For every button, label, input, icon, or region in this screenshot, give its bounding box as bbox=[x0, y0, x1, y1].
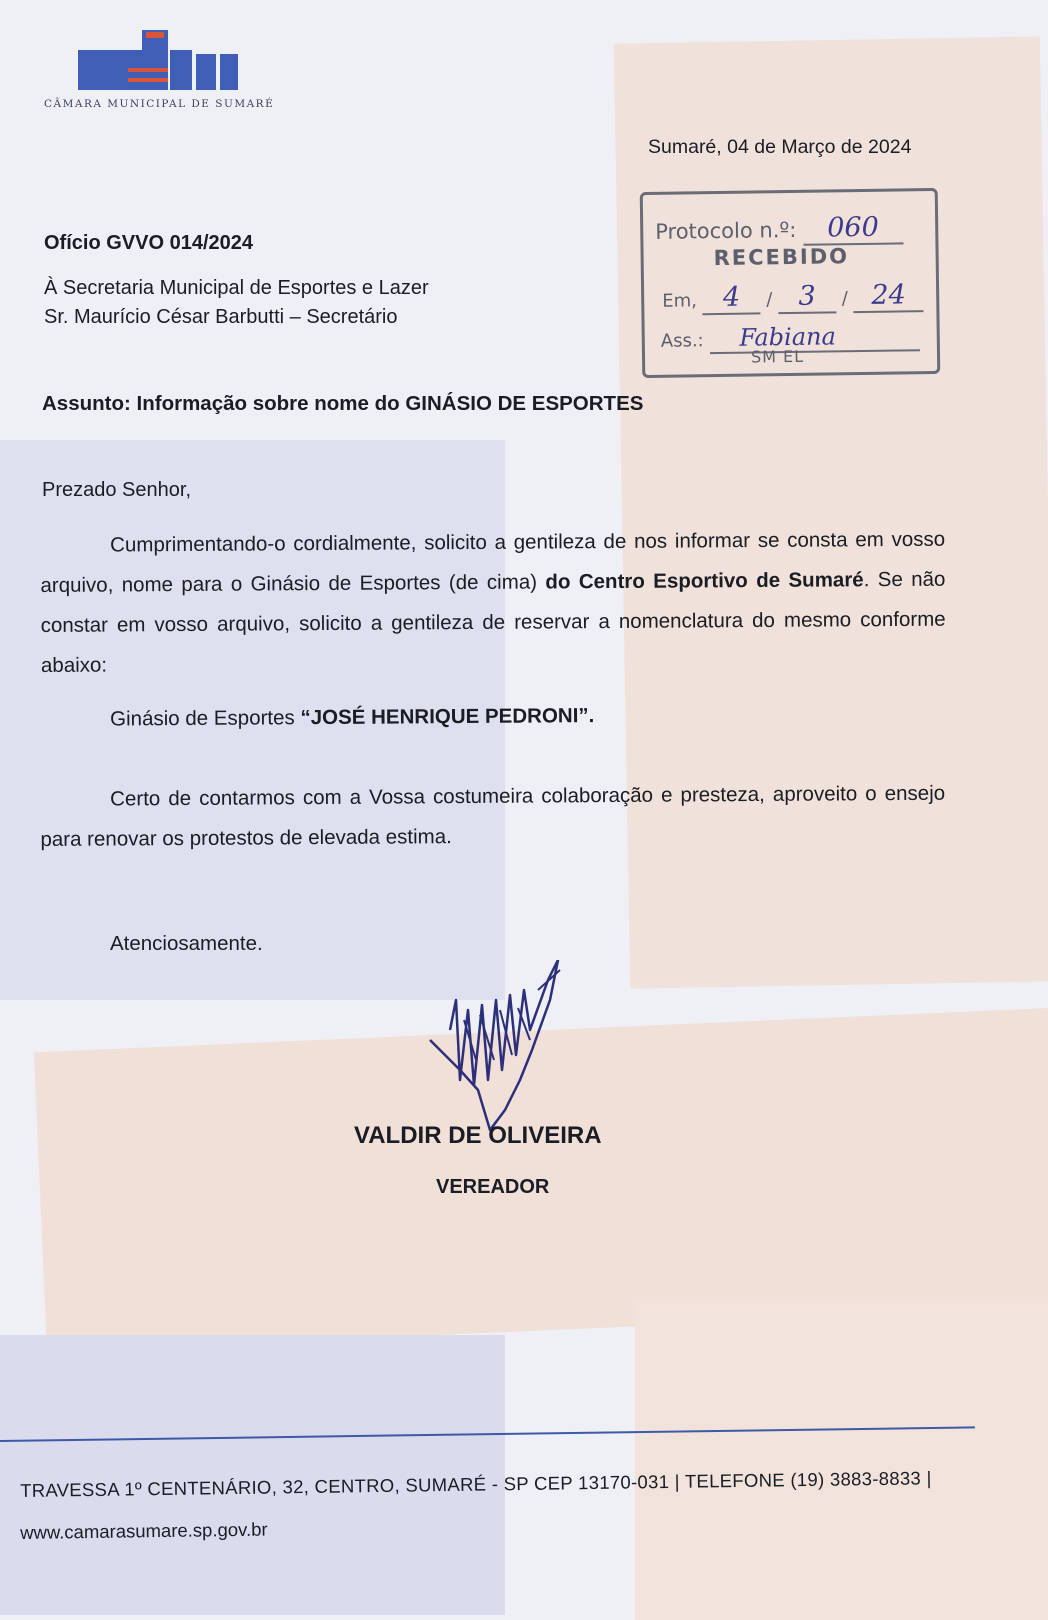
handwritten-signature bbox=[420, 960, 600, 1140]
background-band bbox=[635, 1300, 1048, 1620]
body-paragraph-2: Ginásio de Esportes “JOSÉ HENRIQUE PEDRONI”. bbox=[110, 704, 595, 731]
sig-label: Ass.: bbox=[660, 330, 704, 352]
received-stamp bbox=[640, 188, 941, 378]
received-month: 3 bbox=[798, 280, 816, 312]
greeting: Prezado Senhor, bbox=[42, 479, 191, 501]
department-code: SM EL bbox=[750, 346, 805, 367]
closing: Atenciosamente. bbox=[110, 932, 263, 955]
subject-line: Assunto: Informação sobre nome do GINÁSIO DE ESPORTES bbox=[42, 392, 644, 415]
oficio-number: Ofício GVVO 014/2024 bbox=[44, 232, 253, 254]
footer-address: TRAVESSA 1º CENTENÁRIO, 32, CENTRO, SUMARÉ - SP CEP 13170-031 | TELEFONE (19) 3883-8833 | bbox=[20, 1467, 932, 1501]
protocol-row bbox=[655, 211, 903, 247]
signer-role: VEREADOR bbox=[436, 1176, 550, 1198]
signer-name: VALDIR DE OLIVEIRA bbox=[354, 1122, 602, 1149]
date-label: Em, bbox=[662, 290, 698, 312]
protocol-label: Protocolo n.º: bbox=[655, 217, 797, 244]
footer-website: www.camarasumare.sp.gov.br bbox=[20, 1518, 268, 1543]
camara-logo bbox=[44, 28, 284, 98]
received-date-row: Em, 4 / 3 / 24 bbox=[662, 279, 924, 316]
protocol-number: 060 bbox=[827, 211, 880, 244]
recipient-line-2: Sr. Maurício César Barbutti – Secretário bbox=[44, 306, 398, 328]
institution-name: CÂMARA MUNICIPAL DE SUMARÉ bbox=[44, 98, 275, 110]
received-year: 24 bbox=[871, 279, 906, 311]
body-paragraph-1: Cumprimentando-o cordialmente, solicito a gentileza de nos informar se consta em vosso arquivo, nome para o Ginásio de Esportes (de cima) do Centro Esportivo de Sumaré. Se não constar em vosso arquivo, solicito a gentileza de reservar a nomenclatura do mesmo conforme abaixo: bbox=[40, 527, 946, 677]
received-day: 4 bbox=[722, 281, 741, 313]
letter-date: Sumaré, 04 de Março de 2024 bbox=[648, 136, 912, 158]
receiver-signature: Fabiana bbox=[739, 322, 836, 352]
recipient-line-1: À Secretaria Municipal de Esportes e Lazer bbox=[44, 277, 429, 299]
body-paragraph-3: Certo de contarmos com a Vossa costumeira colaboração e presteza, aproveito o ensejo para renovar os protestos de elevada estima. bbox=[40, 781, 946, 851]
received-label: RECEBIDO bbox=[713, 244, 850, 271]
proposed-name: “JOSÉ HENRIQUE PEDRONI”. bbox=[300, 704, 595, 730]
highlight-centro-esportivo: do Centro Esportivo de Sumaré bbox=[545, 568, 864, 594]
